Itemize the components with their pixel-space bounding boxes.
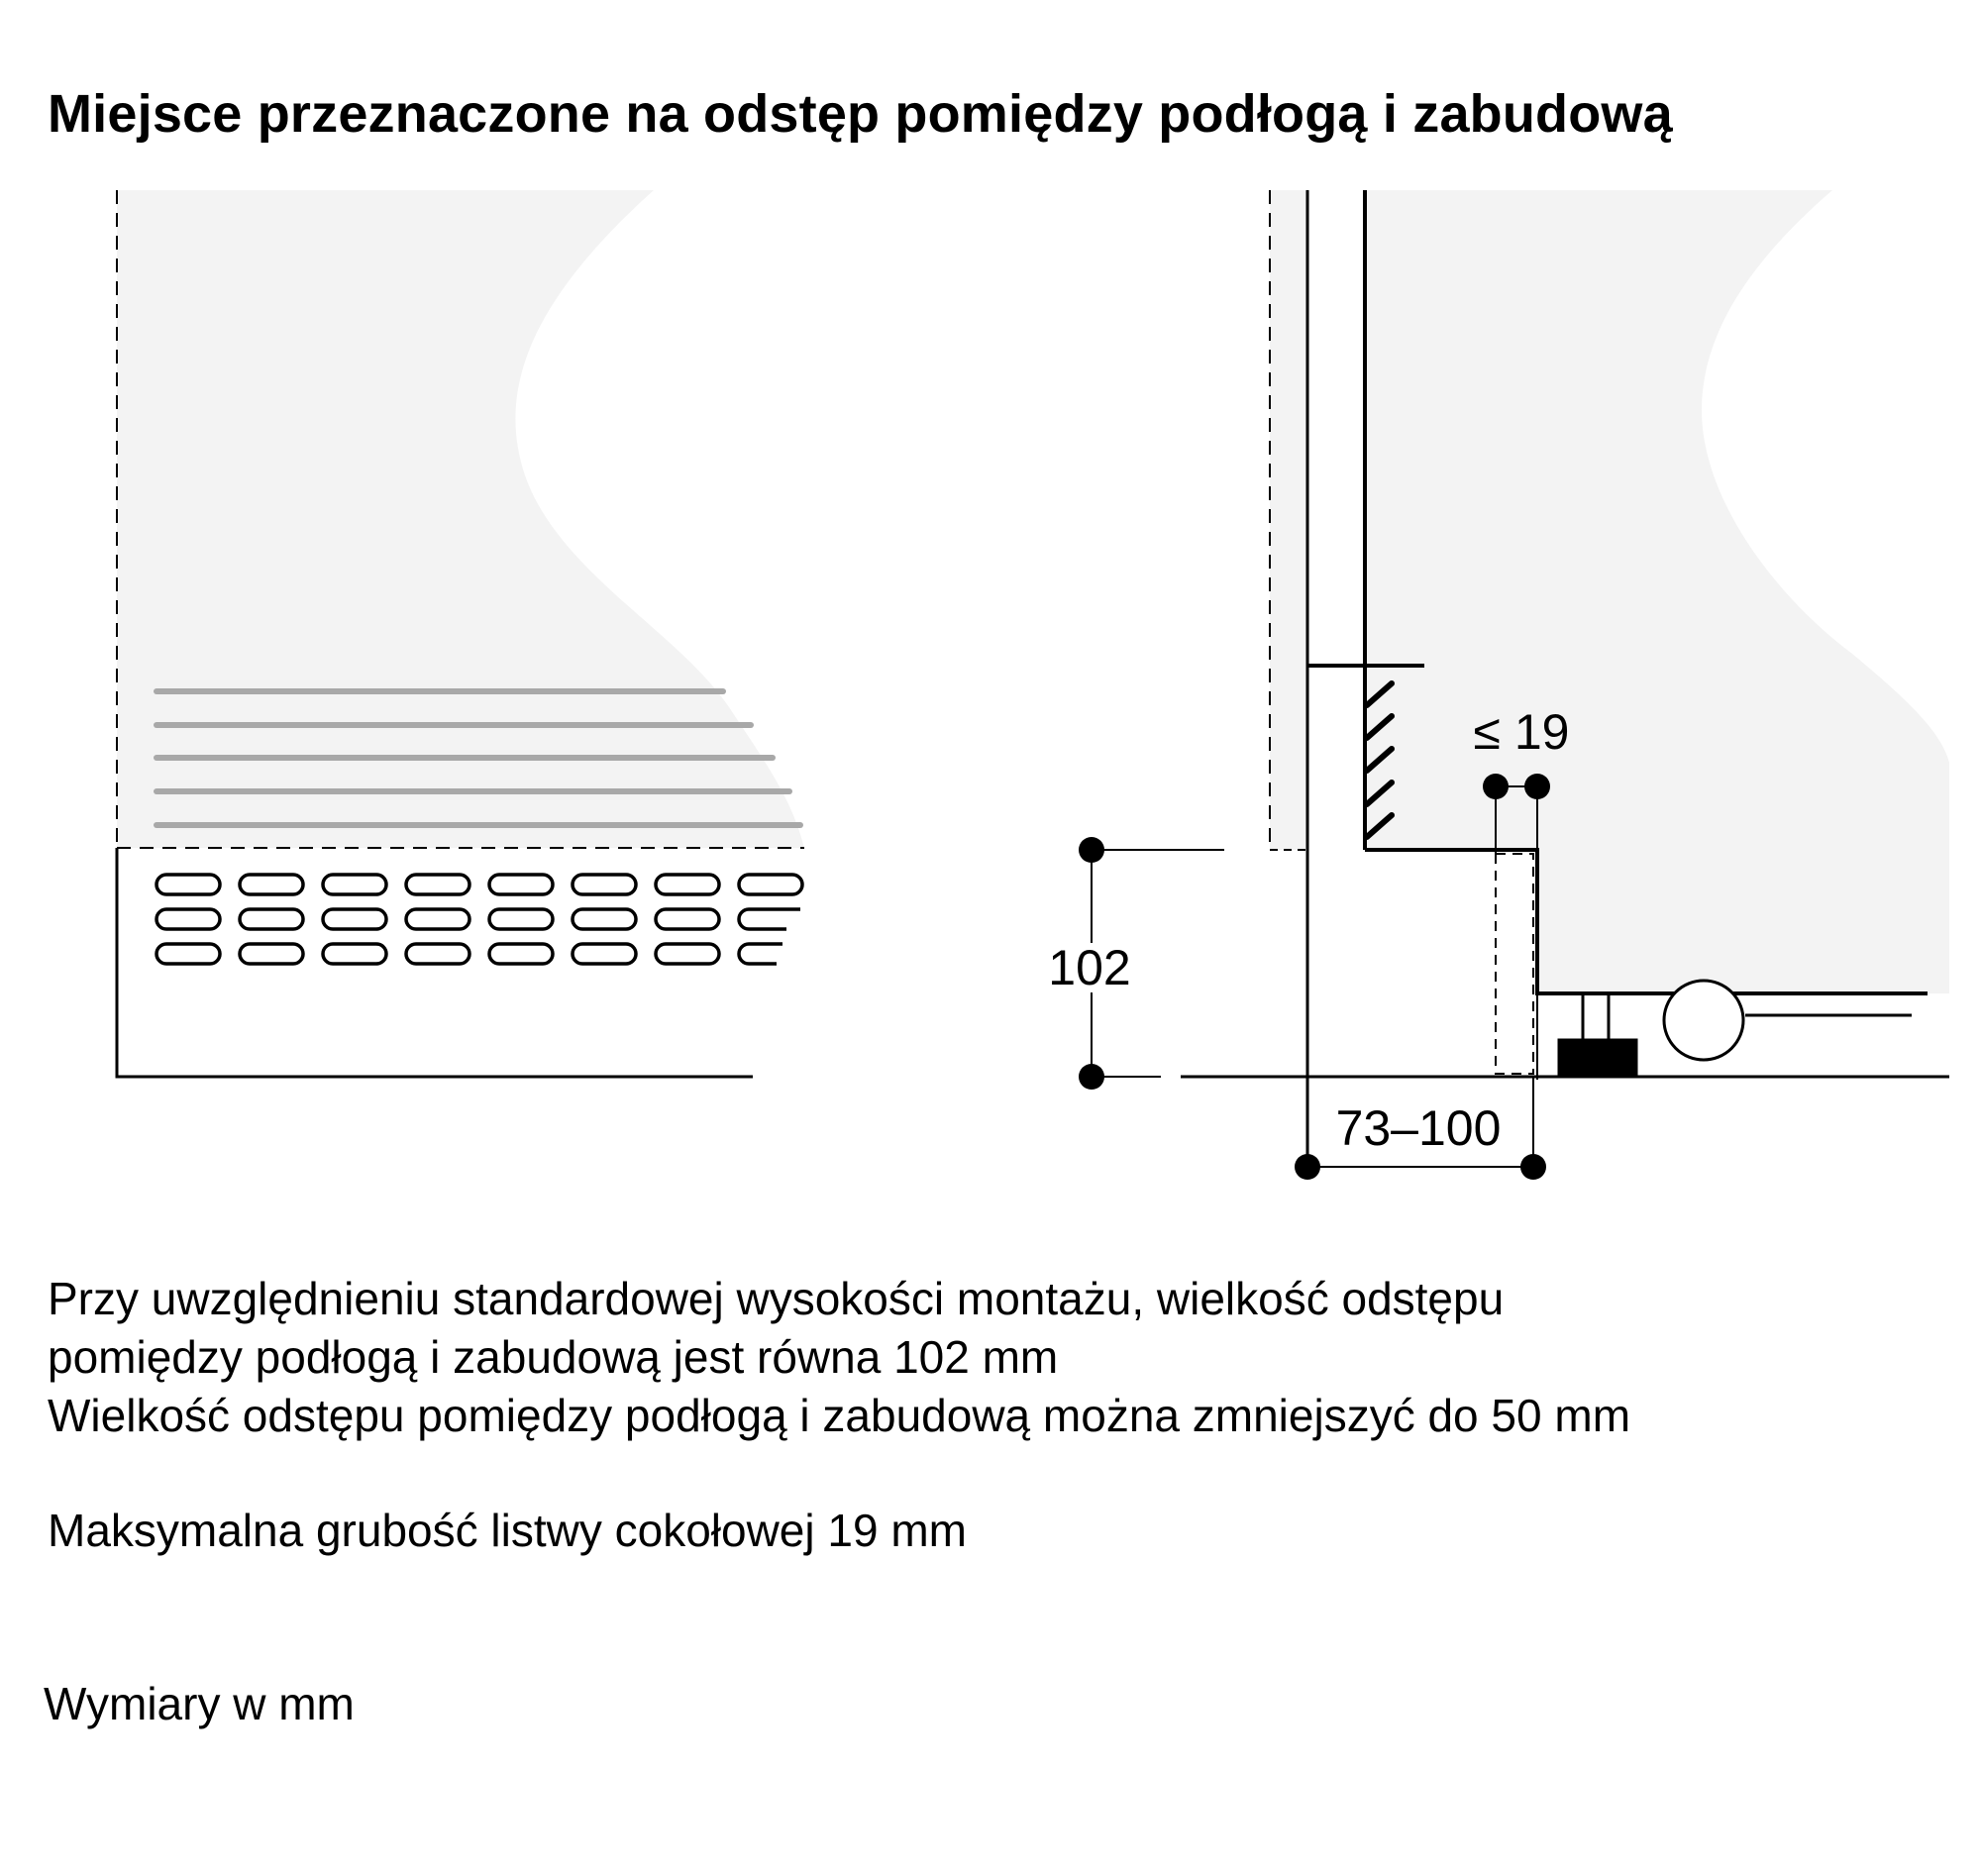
description-line: pomiędzy podłogą i zabudową jest równa 102 mm xyxy=(48,1331,1059,1383)
appliance-foot xyxy=(1559,993,1636,1077)
dim-dot xyxy=(1524,774,1550,799)
plinth-strip-dashed xyxy=(1496,854,1533,1074)
ventilation-grille xyxy=(156,875,802,964)
dim-dot xyxy=(1079,837,1104,863)
plinth-note: Maksymalna grubość listwy cokołowej 19 mm xyxy=(48,1505,967,1556)
dim-label-plinth: ≤ 19 xyxy=(1473,704,1570,760)
page-title: Miejsce przeznaczone na odstęp pomiędzy podłogą i zabudową xyxy=(48,84,1673,144)
dim-dot xyxy=(1483,774,1509,799)
units-note: Wymiary w mm xyxy=(44,1678,355,1729)
side-view xyxy=(1181,190,1949,1159)
dimension-height xyxy=(1048,837,1224,1090)
description-paragraph xyxy=(48,1270,1630,1445)
appliance-body-front xyxy=(117,190,804,848)
dim-dot xyxy=(1295,1154,1320,1180)
dim-dot xyxy=(1520,1154,1546,1180)
dim-label-height: 102 xyxy=(1048,940,1131,995)
description-line: Przy uwzględnieniu standardowej wysokości montażu, wielkość odstępu xyxy=(48,1273,1505,1324)
description-line: Wielkość odstępu pomiędzy podłogą i zabudową można zmniejszyć do 50 mm xyxy=(48,1390,1631,1441)
cabinet-side-panel xyxy=(1270,190,1307,850)
dim-label-depth: 73–100 xyxy=(1335,1100,1502,1156)
dim-dot xyxy=(1079,1064,1104,1090)
appliance-body-side xyxy=(1365,190,1949,993)
front-view xyxy=(117,190,804,1077)
dimension-depth xyxy=(1295,1077,1546,1180)
